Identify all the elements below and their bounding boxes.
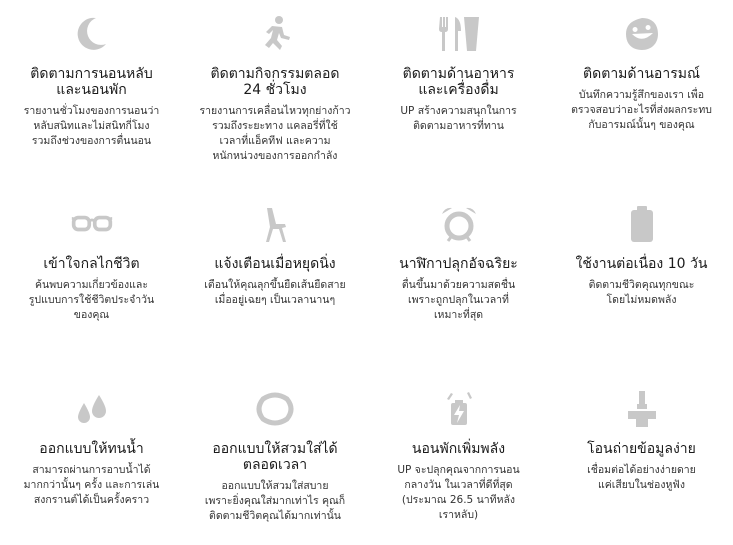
feature-smart-alarm — [367, 190, 550, 375]
feature-description: บันทึกความรู้สึกของเรา เพื่อ ตรวจสอบว่าอะไรที่ส่งผลกระทบ กับอารมณ์นั้นๆ ของคุณ — [571, 89, 712, 131]
feature-description: ออกแบบให้สวมใส่สบาย เพราะยิ่งคุณใส่มากเท่าไร คุณก็ ติดตามชีวิตคุณได้มากเท่านั้น — [204, 480, 346, 522]
feature-title: ติดตามด้านอาหาร และเครื่องดื่ม — [402, 66, 515, 98]
feature-description: สามารถผ่านการอาบน้ำได้ มากกว่านั้นๆ ครั้ง และการเล่น สงกรานต์ได้เป็นครั้งคราว — [23, 464, 160, 506]
feature-title: ออกแบบให้สวมใส่ได้ ตลอดเวลา — [212, 441, 338, 473]
feature-easy-sync — [550, 375, 733, 545]
feature-battery-life — [550, 190, 733, 375]
feature-title: ติดตามการนอนหลับ และนอนพัก — [30, 66, 153, 98]
feature-description: เชื่อมต่อได้อย่างง่ายดาย แค่เสียบในช่องหูฟัง — [587, 464, 696, 491]
feature-description: ค้นพบความเกี่ยวข้องและ รูปแบบการใช้ชีวิตประจำวัน ของคุณ — [28, 279, 155, 321]
feature-water-resistant — [0, 375, 183, 545]
chair-icon — [253, 202, 297, 246]
running-person-icon — [253, 12, 297, 56]
feature-title: ใช้งานต่อเนื่อง 10 วัน — [575, 256, 708, 272]
feature-title: แจ้งเตือนเมื่อหยุดนิ่ง — [214, 256, 336, 272]
feature-title: นาฬิกาปลุกอัจฉริยะ — [399, 256, 518, 272]
feature-activity-tracking — [183, 0, 367, 190]
fork-knife-cup-icon — [437, 12, 481, 56]
feature-description: ติดตามชีวิตคุณทุกขณะ โดยไม่หมดพลัง — [588, 279, 695, 306]
feature-mood-tracking — [550, 0, 733, 190]
water-drops-icon — [70, 387, 114, 431]
feature-life-insights — [0, 190, 183, 375]
sync-plug-icon — [620, 387, 664, 431]
feature-description: รายงานชั่วโมงของการนอนว่า หลับสนิทและไม่สนิทกี่โมง รวมถึงช่วงของการตื่นนอน — [23, 105, 160, 147]
wristband-icon — [253, 387, 297, 431]
feature-food-tracking — [367, 0, 550, 190]
feature-sleep-tracking — [0, 0, 183, 190]
feature-description: UP สร้างความสนุกในการ ติดตามอาหารที่ทาน — [400, 105, 517, 132]
feature-description: เตือนให้คุณลุกขึ้นยืดเส้นยืดสาย เมื่ออยู่เฉยๆ เป็นเวลานานๆ — [204, 279, 346, 306]
feature-description: ตื่นขึ้นมาด้วยความสดชื่น เพราะถูกปลุกในเวลาที่ เหมาะที่สุด — [401, 279, 516, 321]
feature-title: ติดตามกิจกรรมตลอด 24 ชั่วโมง — [210, 66, 340, 98]
feature-description: รายงานการเคลื่อนไหวทุกย่างก้าว รวมถึงระยะทาง แคลอรี่ที่ใช้ เวลาที่แอ็คทีฟ และความ หนักหน่วงของการออกกำลัง — [199, 105, 351, 162]
battery-icon — [620, 202, 664, 246]
feature-all-day-wear — [183, 375, 367, 545]
feature-title: ติดตามด้านอารมณ์ — [583, 66, 700, 82]
feature-power-nap — [367, 375, 550, 545]
feature-idle-alert — [183, 190, 367, 375]
feature-title: นอนพักเพิ่มพลัง — [411, 441, 506, 457]
power-nap-icon — [437, 387, 481, 431]
smiley-face-icon — [620, 12, 664, 56]
moon-icon — [70, 12, 114, 56]
alarm-clock-icon — [437, 202, 481, 246]
glasses-icon — [70, 202, 114, 246]
feature-description: UP จะปลุกคุณจากการนอน กลางวัน ในเวลาที่ดีที่สุด (ประมาณ 26.5 นาทีหลัง เราหลับ) — [397, 464, 520, 521]
feature-title: เข้าใจกลไกชีวิต — [43, 256, 140, 272]
feature-title: โอนถ่ายข้อมูลง่าย — [587, 441, 696, 457]
feature-title: ออกแบบให้ทนน้ำ — [39, 441, 144, 457]
